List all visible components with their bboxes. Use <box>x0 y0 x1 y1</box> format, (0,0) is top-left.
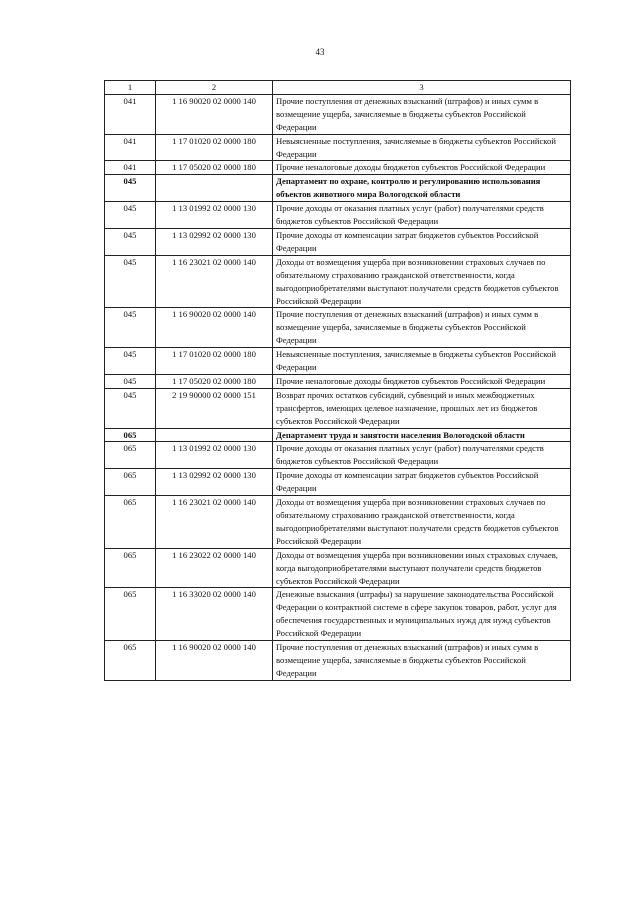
admin-code-cell: 045 <box>105 374 156 388</box>
revenue-code-cell: 1 16 90020 02 0000 140 <box>156 308 273 348</box>
revenue-code-cell: 1 13 01992 02 0000 130 <box>156 202 273 229</box>
admin-code-cell: 045 <box>105 255 156 308</box>
revenue-code-cell: 1 17 01020 02 0000 180 <box>156 134 273 161</box>
revenue-name-cell: Прочие доходы от компенсации затрат бюджетов субъектов Российской Федерации <box>273 469 571 496</box>
admin-code-cell: 045 <box>105 388 156 428</box>
admin-code-cell: 065 <box>105 469 156 496</box>
revenue-code-cell: 1 17 05020 02 0000 180 <box>156 161 273 175</box>
revenue-name-cell: Прочие поступления от денежных взысканий (штрафов) и иных сумм в возмещение ущерба, зачисляемые в бюджеты субъектов Российской Федерации <box>273 641 571 681</box>
revenue-code-cell: 1 16 23022 02 0000 140 <box>156 548 273 588</box>
revenue-code-table <box>104 80 571 681</box>
revenue-code-cell: 1 17 05020 02 0000 180 <box>156 374 273 388</box>
revenue-name-cell: Прочие доходы от компенсации затрат бюджетов субъектов Российской Федерации <box>273 228 571 255</box>
revenue-code-cell: 1 13 01992 02 0000 130 <box>156 442 273 469</box>
revenue-code-cell <box>156 428 273 442</box>
column-header: 3 <box>273 81 571 95</box>
admin-code-cell: 045 <box>105 175 156 202</box>
revenue-code-cell: 1 16 90020 02 0000 140 <box>156 641 273 681</box>
revenue-name-cell: Департамент по охране, контролю и регулированию использования объектов животного мира Вологодской области <box>273 175 571 202</box>
admin-code-cell: 041 <box>105 94 156 134</box>
revenue-code-cell: 1 13 02992 02 0000 130 <box>156 469 273 496</box>
admin-code-cell: 065 <box>105 548 156 588</box>
table-row <box>105 588 571 641</box>
revenue-name-cell: Невыясненные поступления, зачисляемые в бюджеты субъектов Российской Федерации <box>273 348 571 375</box>
revenue-code-cell: 1 16 23021 02 0000 140 <box>156 496 273 549</box>
table-row <box>105 228 571 255</box>
table-row <box>105 442 571 469</box>
department-row <box>105 428 571 442</box>
table-row <box>105 641 571 681</box>
table-row <box>105 469 571 496</box>
admin-code-cell: 065 <box>105 428 156 442</box>
table-row <box>105 202 571 229</box>
table-header-row <box>105 81 571 95</box>
table-row <box>105 255 571 308</box>
admin-code-cell: 041 <box>105 134 156 161</box>
admin-code-cell: 065 <box>105 588 156 641</box>
revenue-code-cell: 1 16 33020 02 0000 140 <box>156 588 273 641</box>
revenue-name-cell: Доходы от возмещения ущерба при возникновении иных страховых случаев, когда выгодоприобретателями выступают получатели средств бюджетов субъектов Российской Федерации <box>273 548 571 588</box>
revenue-name-cell: Прочие доходы от оказания платных услуг (работ) получателями средств бюджетов субъектов Российской Федерации <box>273 202 571 229</box>
table-row <box>105 548 571 588</box>
revenue-name-cell: Прочие поступления от денежных взысканий (штрафов) и иных сумм в возмещение ущерба, зачисляемые в бюджеты субъектов Российской Федерации <box>273 94 571 134</box>
table-row <box>105 94 571 134</box>
revenue-code-cell: 1 13 02992 02 0000 130 <box>156 228 273 255</box>
revenue-code-cell <box>156 175 273 202</box>
admin-code-cell: 065 <box>105 496 156 549</box>
revenue-name-cell: Прочие доходы от оказания платных услуг (работ) получателями средств бюджетов субъектов Российской Федерации <box>273 442 571 469</box>
table-row <box>105 161 571 175</box>
revenue-code-cell: 1 17 01020 02 0000 180 <box>156 348 273 375</box>
revenue-name-cell: Департамент труда и занятости населения Вологодской области <box>273 428 571 442</box>
revenue-code-cell: 2 19 90000 02 0000 151 <box>156 388 273 428</box>
revenue-name-cell: Прочие поступления от денежных взысканий (штрафов) и иных сумм в возмещение ущерба, зачисляемые в бюджеты субъектов Российской Федерации <box>273 308 571 348</box>
admin-code-cell: 045 <box>105 308 156 348</box>
revenue-code-cell: 1 16 23021 02 0000 140 <box>156 255 273 308</box>
table-row <box>105 134 571 161</box>
table-row <box>105 496 571 549</box>
revenue-name-cell: Невыясненные поступления, зачисляемые в бюджеты субъектов Российской Федерации <box>273 134 571 161</box>
revenue-code-cell: 1 16 90020 02 0000 140 <box>156 94 273 134</box>
revenue-name-cell: Прочие неналоговые доходы бюджетов субъектов Российской Федерации <box>273 374 571 388</box>
table-body <box>105 94 571 680</box>
column-header: 2 <box>156 81 273 95</box>
admin-code-cell: 045 <box>105 202 156 229</box>
revenue-name-cell: Доходы от возмещения ущерба при возникновении страховых случаев по обязательному страхованию гражданской ответственности, когда выгодоприобретателями выступают получатели средств бюджетов субъектов Российской Федерации <box>273 496 571 549</box>
admin-code-cell: 065 <box>105 442 156 469</box>
revenue-name-cell: Возврат прочих остатков субсидий, субвенций и иных межбюджетных трансфертов, имеющих целевое назначение, прошлых лет из бюджетов субъектов Российской Федерации <box>273 388 571 428</box>
table-row <box>105 374 571 388</box>
table-row <box>105 348 571 375</box>
column-header: 1 <box>105 81 156 95</box>
revenue-name-cell: Доходы от возмещения ущерба при возникновении страховых случаев по обязательному страхованию гражданской ответственности, когда выгодоприобретателями выступают получатели средств бюджетов субъектов Российской Федерации <box>273 255 571 308</box>
page-number: 43 <box>315 47 325 57</box>
admin-code-cell: 065 <box>105 641 156 681</box>
department-row <box>105 175 571 202</box>
admin-code-cell: 041 <box>105 161 156 175</box>
table-row <box>105 308 571 348</box>
table-row <box>105 388 571 428</box>
admin-code-cell: 045 <box>105 348 156 375</box>
revenue-name-cell: Прочие неналоговые доходы бюджетов субъектов Российской Федерации <box>273 161 571 175</box>
revenue-name-cell: Денежные взыскания (штрафы) за нарушение законодательства Российской Федерации о контрактной системе в сфере закупок товаров, работ, услуг для обеспечения государственных и муниципальных нужд для нужд субъектов Российской Федерации <box>273 588 571 641</box>
admin-code-cell: 045 <box>105 228 156 255</box>
